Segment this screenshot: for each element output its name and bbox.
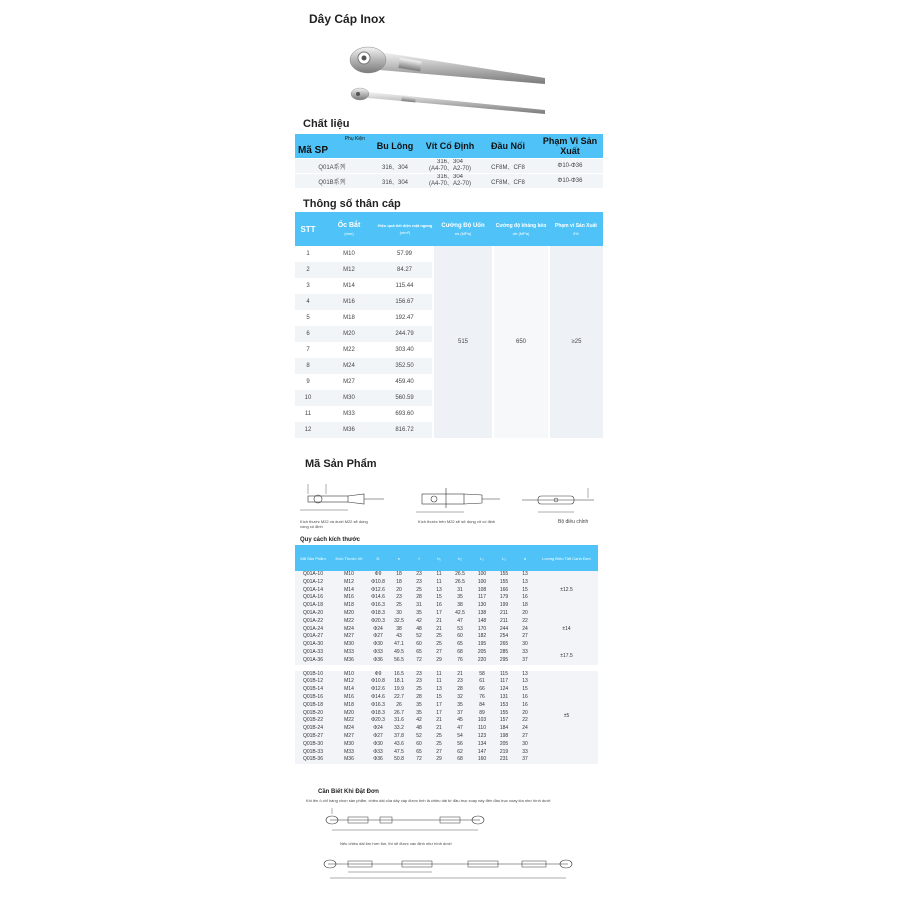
table-row: Q01B-10 M10 Φ9 16.5 23 11 21 58 115 13 ±5 — [295, 671, 598, 679]
cable-large-image — [350, 47, 545, 84]
table-row: Q01B-20 M20 Φ18.3 26.7 35 17 37 89 155 20 — [295, 710, 598, 718]
table-row: Q01A-18 M18 Φ16.3 25 31 16 38 130 199 18 — [295, 602, 598, 610]
table-row: 9 M27 459.40 — [295, 374, 603, 390]
dim-header: Kích Thước Vít — [331, 545, 367, 571]
dimensions-table — [295, 545, 598, 764]
table-row: Q01A-30 M30 Φ30 47.1 60 25 65 195 265 30 — [295, 641, 598, 649]
order-note-line1: Khi lên ô chỉ hàng chọn sản phẩm, chiều dài của dây cáp được tính là chiều dài từ đầu trục xoay này đến đầu trục xoay kia như hình dưới — [306, 798, 551, 803]
dim-header: f — [409, 545, 429, 571]
material-table — [295, 134, 603, 188]
cable-small-image — [351, 88, 545, 114]
tolerance-cell: ±14 — [535, 610, 598, 649]
diagram-adjuster — [518, 482, 598, 522]
header-area: Hiệu quả tiết diện mặt ngang (mm²) — [377, 212, 433, 246]
table-row: 8 M24 352.50 — [295, 358, 603, 374]
table-row: Q01A-12 M12 Φ10.8 18 23 11 26.5 100 155 13 — [295, 579, 598, 587]
tolerance-cell: ±5 — [535, 671, 598, 765]
table-row: Q01B-16 M16 Φ14.6 22.7 28 15 32 76 131 16 — [295, 694, 598, 702]
table-row: 6 M20 244.79 — [295, 326, 603, 342]
table-row: Q01B-27 M27 Φ27 37.8 52 25 54 123 198 27 — [295, 733, 598, 741]
table-row: 2 M12 84.27 — [295, 262, 603, 278]
table-row: Q01B-22 M22 Φ20.3 31.6 42 21 45 103 157 22 — [295, 717, 598, 725]
header-tensile: Cường độ kháng kéo σb (MPa) — [493, 212, 549, 246]
table-row: Q01A-20 M20 Φ18.3 30 35 17 42.5 138 211 20 ±14 — [295, 610, 598, 618]
dim-header: Lượng Điều Tiết Cạnh Đơn — [535, 545, 598, 571]
table-row: 10 M30 560.59 — [295, 390, 603, 406]
section-heading-dimensions: Quy cách kích thước — [300, 537, 360, 543]
dim-header: L₂ — [493, 545, 515, 571]
dim-header: e — [389, 545, 409, 571]
dim-header: d — [515, 545, 535, 571]
tensile-value: 650 — [493, 246, 549, 438]
diagram-note-left: Kích thước M22 và dưới M22 sẽ dùng vòng cố định — [300, 519, 368, 529]
header-connector: Đầu Nối — [479, 134, 537, 159]
dim-header: L₁ — [471, 545, 493, 571]
header-screw: Vít Cố Định — [421, 134, 479, 159]
tolerance-cell: ±12.5 — [535, 571, 598, 610]
table-row: 3 M14 115.44 — [295, 278, 603, 294]
dim-header: h₂ — [449, 545, 471, 571]
diagram-fixed-screw — [410, 480, 500, 520]
table-row: Q01B系列 316、304 316、304 (A4-70、A2-70) CF8M、CF8 Φ10-Φ36 — [295, 174, 603, 189]
table-row: Q01B-12 M12 Φ10.8 18.1 23 11 23 61 117 13 — [295, 678, 598, 686]
table-row: Q01A-36 M36 Φ36 56.5 72 29 76 220 295 37 — [295, 657, 598, 665]
table-row: 12 M36 816.72 — [295, 422, 603, 438]
table-row: Q01A-22 M22 Φ20.3 32.5 42 21 47 148 211 22 — [295, 618, 598, 626]
table-row: Q01A-16 M16 Φ14.6 23 28 15 35 117 179 16 — [295, 594, 598, 602]
table-row: Q01A系列 316、304 316、304 (A4-70、A2-70) CF8M、CF8 Φ10-Φ36 — [295, 159, 603, 174]
table-row: Q01A-27 M27 Φ27 43 52 25 60 182 254 27 — [295, 633, 598, 641]
range-value: ≥25 — [549, 246, 603, 438]
section-heading-material: Chất liệu — [303, 118, 350, 130]
header-bolt: Ốc Bắt (mm) — [321, 212, 377, 246]
yield-value: 515 — [433, 246, 493, 438]
diagram-note-middle: Kích thước trên M22 sẽ sử dụng vít cố định — [418, 519, 496, 524]
table-row: Q01A-24 M24 Φ24 38 48 21 53 170 244 24 — [295, 626, 598, 634]
diagram-length-short — [320, 806, 490, 836]
header-yield: Cường Độ Uốn σs (MPa) — [433, 212, 493, 246]
corner-header: Phụ Kiện Mã SP — [295, 134, 369, 159]
header-range: Phạm vi Sản Xuất δ% — [549, 212, 603, 246]
table-row: Q01B-18 M18 Φ16.3 26 35 17 35 84 153 16 — [295, 702, 598, 710]
dim-header: Mã Sản Phẩm — [295, 545, 331, 571]
diagram-note-right: Bộ điều chỉnh — [558, 519, 589, 525]
table-row: Q01B-30 M30 Φ30 43.6 60 25 56 134 205 30 — [295, 741, 598, 749]
table-row: Q01A-14 M14 Φ12.6 20 25 13 31 108 166 15 — [295, 587, 598, 595]
header-bolt: Bu Lông — [369, 134, 421, 159]
table-row: Q01B-36 M36 Φ36 50.8 72 29 68 160 231 37 — [295, 756, 598, 764]
table-row: Q01B-14 M14 Φ12.6 19.9 25 13 28 66 124 15 — [295, 686, 598, 694]
table-row: Q01A-10 M10 Φ9 18 23 11 26.5 100 155 13 ±12.5 — [295, 571, 598, 579]
table-row: 7 M22 303.40 — [295, 342, 603, 358]
diagram-length-long — [318, 850, 578, 886]
table-row: Q01A-33 M33 Φ33 49.5 65 27 68 205 285 33 ±17.5 — [295, 649, 598, 657]
table-row: Q01B-24 M24 Φ24 33.2 48 21 47 110 184 24 — [295, 725, 598, 733]
order-note-line2: Nếu chiều dài lớn hơn 6m, thì sẽ được xác định như hình dưới — [340, 841, 452, 846]
header-stt: STT — [295, 212, 321, 246]
table-row: 4 M16 156.67 — [295, 294, 603, 310]
page-title: Dây Cáp Inox — [309, 12, 386, 26]
cable-spec-table — [295, 212, 603, 438]
table-row: 1 M10 57.99 515 650 ≥25 — [295, 246, 603, 262]
section-heading-cable-spec: Thông số thân cáp — [303, 198, 401, 210]
section-heading-order-note: Cần Biết Khi Đặt Đơn — [318, 789, 379, 795]
table-row: 5 M18 192.47 — [295, 310, 603, 326]
product-photo — [340, 34, 600, 124]
header-range: Phạm Vi Sản Xuất — [537, 134, 603, 159]
dim-header: h₁ — [429, 545, 449, 571]
dim-header: D — [367, 545, 389, 571]
table-row: 11 M33 693.60 — [295, 406, 603, 422]
tolerance-cell: ±17.5 — [535, 649, 598, 665]
section-heading-product-code: Mã Sản Phẩm — [305, 458, 377, 470]
table-row: Q01B-33 M33 Φ33 47.5 65 27 62 147 219 33 — [295, 749, 598, 757]
diagram-fixed-ring — [296, 480, 386, 520]
